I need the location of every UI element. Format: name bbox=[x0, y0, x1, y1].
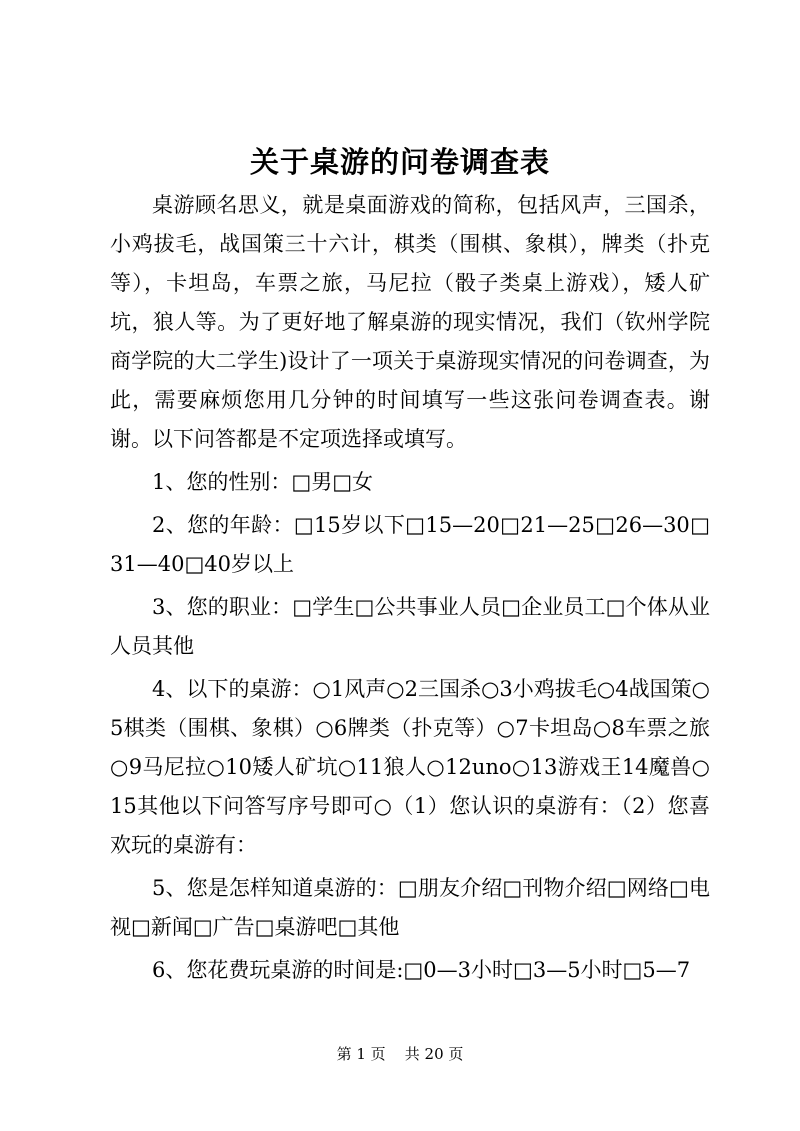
question-board-games: 4、以下的桌游：○1风声○2三国杀○3小鸡拔毛○4战国策○5棋类（围棋、象棋）○6牌类（扑克等）○7卡坦岛○8车票之旅○9马尼拉○10矮人矿坑○11狼人○12uno○13游戏王14魔兽○15其他以下问答写序号即可○（1）您认识的桌游有：（2）您喜欢玩的桌游有： bbox=[110, 677, 710, 857]
question-gender: 1、您的性别：□男□女 bbox=[152, 470, 374, 494]
question-occupation: 3、您的职业：□学生□公共事业人员□企业员工□个体从业人员其他 bbox=[110, 595, 710, 658]
question-age: 2、您的年龄：□15岁以下□15—20□21—25□26—30□31—40□40岁以上 bbox=[110, 513, 710, 576]
question-time-spent: 6、您花费玩桌游的时间是:□0—3小时□3—5小时□5—7 bbox=[152, 958, 691, 982]
document-body bbox=[110, 186, 710, 990]
document-title: 关于桌游的问卷调查表 bbox=[249, 145, 550, 179]
question-source: 5、您是怎样知道桌游的：□朋友介绍□刊物介绍□网络□电视□新闻□广告□桌游吧□其他 bbox=[110, 876, 710, 939]
intro-paragraph: 桌游顾名思义，就是桌面游戏的简称，包括风声，三国杀，小鸡拔毛，战国策三十六计，棋类（围棋、象棋），牌类（扑克等），卡坦岛，车票之旅，马尼拉（骰子类桌上游戏），矮人矿坑，狼人等。为了更好地了解桌游的现实情况，我们（钦州学院商学院的大二学生)设计了一项关于桌游现实情况的问卷调查，为此，需要麻烦您用几分钟的时间填写一些这张问卷调查表。谢谢。以下问答都是不定项选择或填写。 bbox=[110, 193, 710, 451]
page-number: 第 1 页 bbox=[336, 1045, 386, 1063]
footer-spacer bbox=[390, 1045, 400, 1063]
page-footer bbox=[0, 1043, 800, 1065]
page-total: 共 20 页 bbox=[404, 1045, 464, 1063]
